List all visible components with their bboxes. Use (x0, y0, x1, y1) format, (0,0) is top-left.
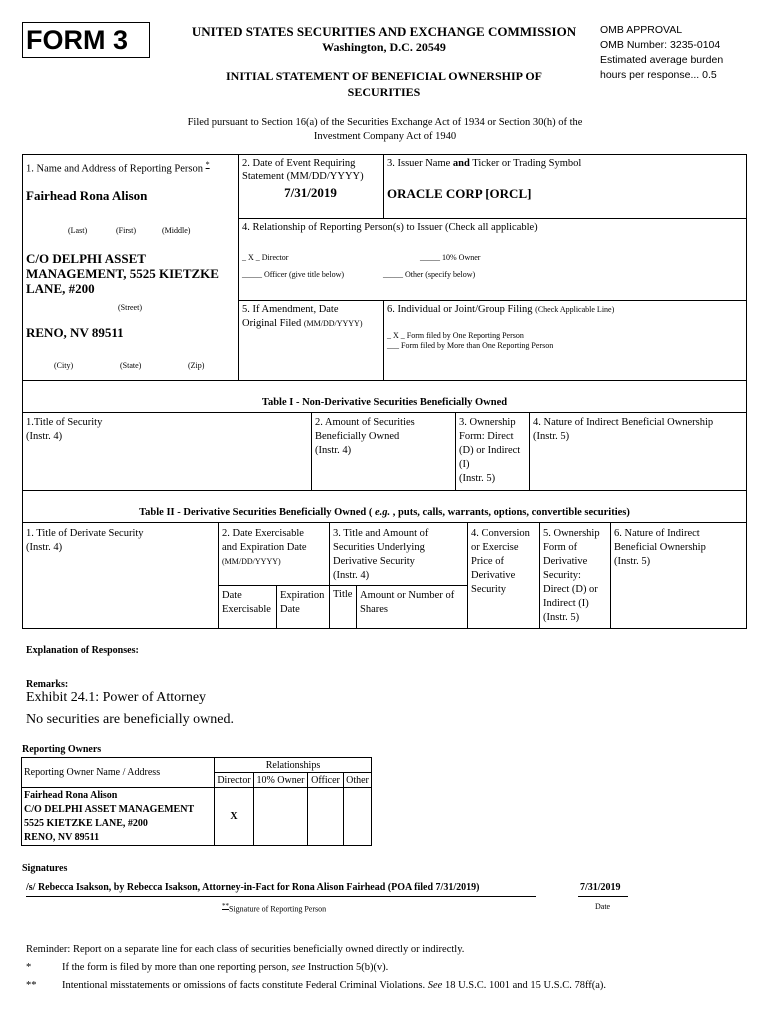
omb-burden-label: hours per response... (600, 69, 700, 81)
state-label: (State) (120, 361, 142, 370)
note-1-b: Instruction 5(b)(v). (305, 962, 389, 973)
last-label: (Last) (68, 226, 88, 235)
header-line: Direct (D) or (543, 584, 598, 595)
issuer-label-a: 3. Issuer Name (387, 158, 453, 169)
relationship-label: 4. Relationship of Reporting Person(s) to Issuer (Check all applicable) (242, 222, 538, 233)
divider (383, 300, 384, 380)
table2-col3-amount (360, 589, 454, 617)
header-line: Indirect (I) (543, 598, 589, 609)
header-line: (D) or Indirect (459, 445, 521, 456)
divider (383, 154, 384, 218)
reporting-owners-title: Reporting Owners (22, 744, 102, 755)
divider (218, 585, 467, 586)
header-line: 2. Amount of Securities (315, 417, 415, 428)
director-mark: X (215, 788, 254, 846)
reminder: Reminder: Report on a separate line for each class of securities beneficially owned directly or indirectly. (26, 944, 465, 955)
divider (276, 585, 277, 629)
header-line: (MM/DD/YYYY) (222, 557, 281, 566)
header-line: (Instr. 4) (333, 570, 370, 581)
issuer-label-and: and (452, 158, 470, 169)
agency-location: Washington, D.C. 20549 (322, 40, 446, 54)
header-line: Form: Direct (459, 431, 514, 442)
issuer-name: ORACLE CORP [ORCL] (387, 186, 532, 201)
form-label: FORM 3 (26, 25, 129, 55)
filing-label-small: (Check Applicable Line) (535, 305, 615, 314)
table2-col5-header (543, 527, 600, 625)
filed-pursuant-2: Investment Company Act of 1940 (313, 131, 457, 142)
filing-label-text: 6. Individual or Joint/Group Filing (387, 304, 533, 315)
header-line: Date (280, 604, 300, 615)
divider (22, 490, 747, 491)
header-line: Price of (471, 556, 504, 567)
ten-percent-cell (254, 788, 308, 846)
note-1-see: see (291, 962, 306, 973)
street-line-3: LANE, #200 (26, 281, 95, 296)
filing-one: _ X _ Form filed by One Reporting Person (387, 331, 524, 340)
amendment-label-2 (242, 318, 363, 329)
divider (22, 412, 747, 413)
note-1 (62, 962, 388, 973)
owner-line: 5525 KIETZKE LANE, #200 (24, 817, 148, 829)
divider (329, 522, 330, 629)
note-1-mark: * (26, 962, 32, 973)
note-2-see: See (427, 980, 443, 991)
director-header: Director (215, 773, 254, 788)
header-line: 4. Conversion (471, 528, 530, 539)
header-line: 2. Date Exercisable (222, 528, 304, 539)
table1-col1-header (26, 416, 102, 444)
table2-title (22, 507, 747, 518)
table2-col3-header (333, 527, 428, 583)
omb-burden-1: Estimated average burden (600, 54, 724, 66)
header-line: 5. Ownership (543, 528, 600, 539)
header-line: 4. Nature of Indirect Beneficial Ownership (533, 417, 714, 428)
relationships-header: Relationships (215, 758, 372, 773)
other-cell (344, 788, 372, 846)
table2-col6-header (614, 527, 706, 569)
officer-header: Officer (308, 773, 344, 788)
signature-line (26, 896, 536, 897)
table2-title-eg: e.g. (374, 507, 391, 518)
header-line: (Instr. 5) (459, 473, 496, 484)
table2-col1-header (26, 527, 144, 555)
header-line: Derivative (543, 556, 588, 567)
agency-name: UNITED STATES SECURITIES AND EXCHANGE COMMISSION (191, 24, 577, 39)
street-line-2: MANAGEMENT, 5525 KIETZKE (26, 266, 219, 281)
omb-number: OMB Number: 3235-0104 (600, 39, 721, 51)
divider (238, 300, 747, 301)
other-header: Other (344, 773, 372, 788)
table2-col4-header (471, 527, 530, 597)
divider (455, 412, 456, 490)
header-line: Expiration (280, 590, 325, 601)
header-line: 1. Title of Derivate Security (26, 528, 144, 539)
remarks-line-1: Exhibit 24.1: Power of Attorney (26, 690, 207, 705)
header-line: (Instr. 5) (614, 556, 651, 567)
street-label: (Street) (118, 303, 142, 312)
owner-line: C/O DELPHI ASSET MANAGEMENT (24, 803, 195, 815)
header-line: Derivative (471, 570, 516, 581)
note-2-a: Intentional misstatements or omissions of facts constitute Federal Criminal Violations. (62, 980, 428, 991)
event-date-label-2: Statement (MM/DD/YYYY) (242, 171, 364, 182)
table1-col2-header (315, 416, 415, 458)
owner-line: Fairhead Rona Alison (24, 789, 118, 801)
divider (22, 522, 747, 523)
note-2 (62, 980, 606, 991)
signature-label-text: Signature of Reporting Person (229, 904, 327, 914)
signature-label (222, 902, 326, 914)
explanation-label: Explanation of Responses: (26, 645, 139, 656)
table2-col2-expiration (280, 589, 324, 617)
ten-percent-header: 10% Owner (254, 773, 308, 788)
omb-approval-title: OMB APPROVAL (600, 24, 683, 36)
city-line: RENO, NV 89511 (26, 325, 124, 340)
remarks-label: Remarks: (26, 679, 69, 690)
header-line: (I) (459, 459, 470, 470)
header-line: Amount or Number of (360, 590, 455, 601)
filing-more: ___ Form filed by More than One Reporting Person (387, 341, 554, 350)
table1-col4-header (533, 416, 713, 444)
omb-burden-2 (600, 68, 760, 83)
statement-title-2: SECURITIES (347, 85, 421, 99)
omb-burden-value: 0.5 (702, 69, 717, 81)
event-date-label-1: 2. Date of Event Requiring (242, 158, 356, 169)
divider (539, 522, 540, 629)
note-1-a: If the form is filed by more than one reporting person, (62, 962, 292, 973)
city-label: (City) (54, 361, 74, 370)
table2-col2-header (222, 527, 307, 569)
header-line: Derivative Security (333, 556, 415, 567)
header-line: (Instr. 5) (533, 431, 570, 442)
header-line: Form of (543, 542, 578, 553)
owner-name-header: Reporting Owner Name / Address (22, 758, 215, 788)
signature-mark: ** (222, 902, 229, 910)
amendment-label-2b: (MM/DD/YYYY) (303, 319, 363, 328)
note-2-b: 18 U.S.C. 1001 and 15 U.S.C. 78ff(a). (442, 980, 607, 991)
header-line: Security (471, 584, 506, 595)
header-line: (Instr. 4) (315, 445, 352, 456)
header-line: Securities Underlying (333, 542, 425, 553)
issuer-label (387, 158, 581, 169)
omb-approval (600, 23, 760, 83)
owner-line: RENO, NV 89511 (24, 831, 100, 843)
divider (356, 585, 357, 629)
divider (22, 380, 747, 381)
table2-title-b: , puts, calls, warrants, options, convertible securities) (390, 507, 630, 518)
table1-title: Table I - Non-Derivative Securities Beneficially Owned (261, 397, 508, 408)
signature-text: /s/ Rebecca Isakson, by Rebecca Isakson, Attorney-in-Fact for Rona Alison Fairhead (POA filed 7/31/2019) (26, 882, 480, 893)
header-line: (Instr. 4) (26, 542, 63, 553)
reporting-owners-table (21, 757, 372, 846)
first-label: (First) (116, 226, 136, 235)
street-line-1: C/O DELPHI ASSET (26, 251, 146, 266)
amendment-label-1: 5. If Amendment, Date (242, 304, 339, 315)
relationship-other: _____ Other (specify below) (383, 270, 476, 279)
remarks-line-2: No securities are beneficially owned. (26, 712, 234, 727)
header-line: (Instr. 5) (543, 612, 580, 623)
header-line: Shares (360, 604, 388, 615)
statement-title-1: INITIAL STATEMENT OF BENEFICIAL OWNERSHIP OF (226, 69, 542, 83)
header-line: 1.Title of Security (26, 417, 103, 428)
table2-col2-date-exercisable (222, 589, 271, 617)
note-2-mark: ** (26, 980, 37, 991)
header-line: Beneficial Ownership (614, 542, 706, 553)
divider (529, 412, 530, 490)
table2-col3-title: Title (333, 589, 353, 600)
officer-cell (308, 788, 344, 846)
event-date: 7/31/2019 (284, 185, 337, 200)
date-label: Date (595, 902, 611, 911)
reporting-person-label-text: 1. Name and Address of Reporting Person (26, 163, 204, 175)
divider (218, 522, 219, 629)
header-line: 6. Nature of Indirect (614, 528, 700, 539)
table-header-row (22, 758, 372, 773)
signatures-title: Signatures (22, 863, 68, 874)
divider (610, 522, 611, 629)
table2-title-a: Table II - Derivative Securities Beneficially Owned ( (139, 507, 375, 518)
header-line: or Exercise (471, 542, 519, 553)
header-line: (Instr. 4) (26, 431, 63, 442)
header-line: 3. Ownership (459, 417, 516, 428)
owner-name-address (22, 788, 215, 846)
header-line: Beneficially Owned (315, 431, 400, 442)
signature-date: 7/31/2019 (580, 882, 621, 893)
filed-pursuant-1: Filed pursuant to Section 16(a) of the Securities Exchange Act of 1934 or Section 30(h) of the (187, 117, 583, 128)
divider (238, 218, 747, 219)
header-line: 3. Title and Amount of (333, 528, 429, 539)
amendment-label-2a: Original Filed (242, 318, 302, 329)
relationship-director: _ X _ Director (242, 253, 289, 262)
divider (311, 412, 312, 490)
table1-col3-header (459, 416, 520, 486)
filing-label (387, 304, 614, 315)
header-line: Date (222, 590, 242, 601)
header-line: Exercisable (222, 604, 271, 615)
divider (467, 522, 468, 629)
issuer-label-b: Ticker or Trading Symbol (469, 158, 582, 169)
header-line: and Expiration Date (222, 542, 307, 553)
header-line: Security: (543, 570, 581, 581)
table-row (22, 788, 372, 846)
reporting-person-name: Fairhead Rona Alison (26, 188, 148, 203)
relationship-ten-percent: _____ 10% Owner (420, 253, 481, 262)
zip-label: (Zip) (188, 361, 205, 370)
middle-label: (Middle) (162, 226, 191, 235)
relationship-officer: _____ Officer (give title below) (242, 270, 345, 279)
reporting-person-label (26, 160, 210, 175)
reporting-person-label-mark: * (205, 160, 210, 169)
date-line (578, 896, 628, 897)
